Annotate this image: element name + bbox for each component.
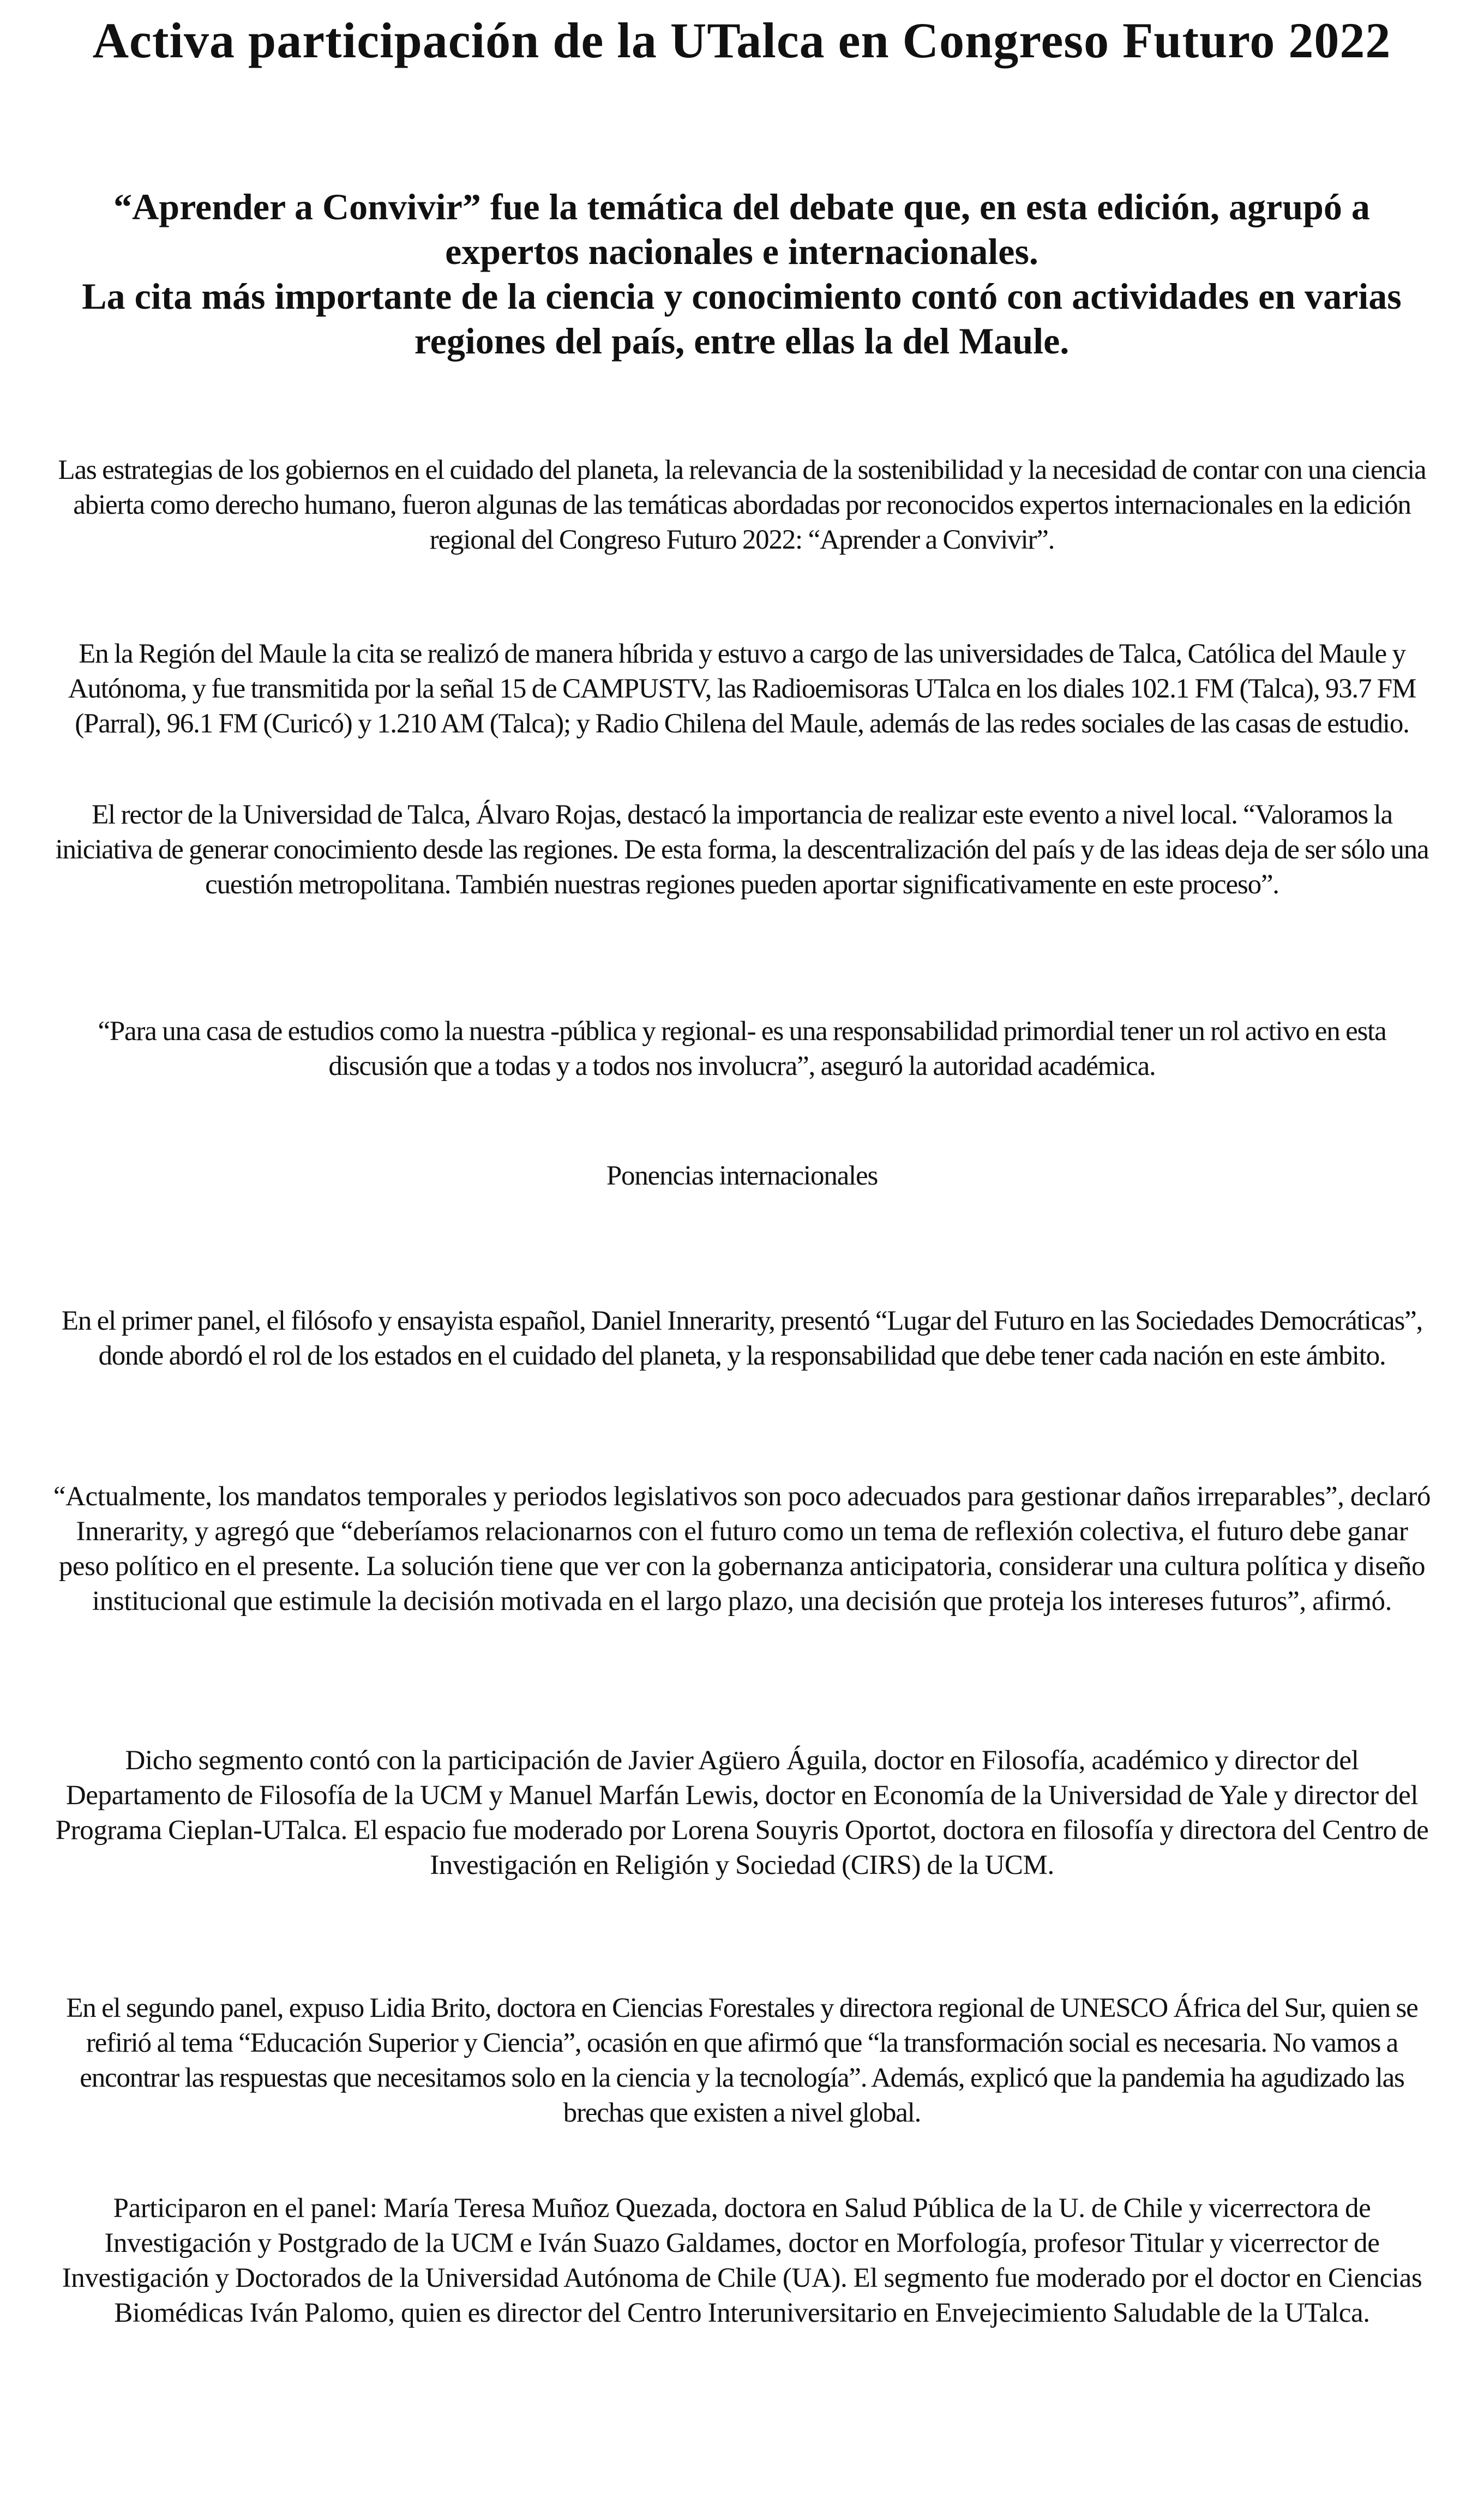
paragraph-intro: Las estrategias de los gobiernos en el cuidado del planeta, la relevancia de la sostenibilidad y la necesidad de contar con una ciencia abierta como derecho humano, fueron algunas de las temáticas abordadas por reconocidos expertos internacionales en la edición regional del Congreso Futuro 2022: “Aprender a Convivir”. [58,455,1426,555]
paragraph-rector-quote-2: “Para una casa de estudios como la nuestra -pública y regional- es una responsabilidad primordial tener un rol activo en esta discusión que a todas y a todos nos involucra”, aseguró la autoridad académica. [98,1016,1386,1082]
paragraph-second-panel-members: Participaron en el panel: María Teresa Muñoz Quezada, doctora en Salud Pública de la U. de Chile y vicerrectora de Investigación y Postgrado de la UCM e Iván Suazo Galdames, doctor en Morfología, profesor Titular y vicerrector de Investigación y Doctorados de la Universidad Autónoma de Chile (UA). El segmento fue moderado por el doctor en Ciencias Biomédicas Iván Palomo, quien es director del Centro Interuniversitario en Envejecimiento Saludable de la UTalca. [62,2193,1422,2328]
paragraph-first-panel-members: Dicho segmento contó con la participación de Javier Agüero Águila, doctor en Filosofía, académico y director del Departamento de Filosofía de la UCM y Manuel Marfán Lewis, doctor en Economía de la Universidad de Yale y director del Programa Cieplan-UTalca. El espacio fue moderado por Lorena Souyris Oportot, doctora en filosofía y directora del Centro de Investigación en Religión y Sociedad (CIRS) de la UCM. [55,1745,1429,1881]
paragraph-first-panel: En el primer panel, el filósofo y ensayista español, Daniel Innerarity, presentó “Lugar del Futuro en las Sociedades Democráticas”, donde abordó el rol de los estados en el cuidado del planeta, y la responsabilidad que debe tener cada nación en este ámbito. [61,1306,1423,1371]
section-heading: Ponencias internacionales [606,1161,878,1191]
paragraph-second-panel: En el segundo panel, expuso Lidia Brito, doctora en Ciencias Forestales y directora regional de UNESCO África del Sur, quien se refirió al tema “Educación Superior y Ciencia”, ocasión en que afirmó que “la transformación social es necesaria. No vamos a encontrar las respuestas que necesitamos solo en la ciencia y la tecnología”. Además, explicó que la pandemia ha agudizado las brechas que existen a nivel global. [66,1993,1418,2128]
paragraph-rector-quote: El rector de la Universidad de Talca, Álvaro Rojas, destacó la importancia de realizar este evento a nivel local. “Valoramos la iniciativa de generar conocimiento desde las regiones. De esta forma, la descentralización del país y de las ideas deja de ser sólo una cuestión metropolitana. También nuestras regiones pueden aportar significativamente en este proceso”. [55,800,1429,900]
paragraph-innerarity-quote: “Actualmente, los mandatos temporales y periodos legislativos son poco adecuados para gestionar daños irreparables”, declaró Innerarity, y agregó que “deberíamos relacionarnos con el futuro como un tema de reflexión colectiva, el futuro debe ganar peso político en el presente. La solución tiene que ver con la gobernanza anticipatoria, considerar una cultura política y diseño institucional que estimule la decisión motivada en el largo plazo, una decisión que proteja los intereses futuros”, afirmó. [53,1481,1431,1617]
article-subtitle-1: “Aprender a Convivir” fue la temática del debate que, en esta edición, agrupó a expertos nacionales e internacionales. [113,186,1370,272]
paragraph-maule-broadcast: En la Región del Maule la cita se realizó de manera híbrida y estuvo a cargo de las universidades de Talca, Católica del Maule y Autónoma, y fue transmitida por la señal 15 de CAMPUSTV, las Radioemisoras UTalca en los diales 102.1 FM (Talca), 93.7 FM (Parral), 96.1 FM (Curicó) y 1.210 AM (Talca); y Radio Chilena del Maule, además de las redes sociales de las casas de estudio. [68,639,1416,739]
article-subtitle-2: La cita más importante de la ciencia y conocimiento contó con actividades en varias regiones del país, entre ellas la del Maule. [82,275,1402,362]
article-title: Activa participación de la UTalca en Congreso Futuro 2022 [92,13,1391,68]
